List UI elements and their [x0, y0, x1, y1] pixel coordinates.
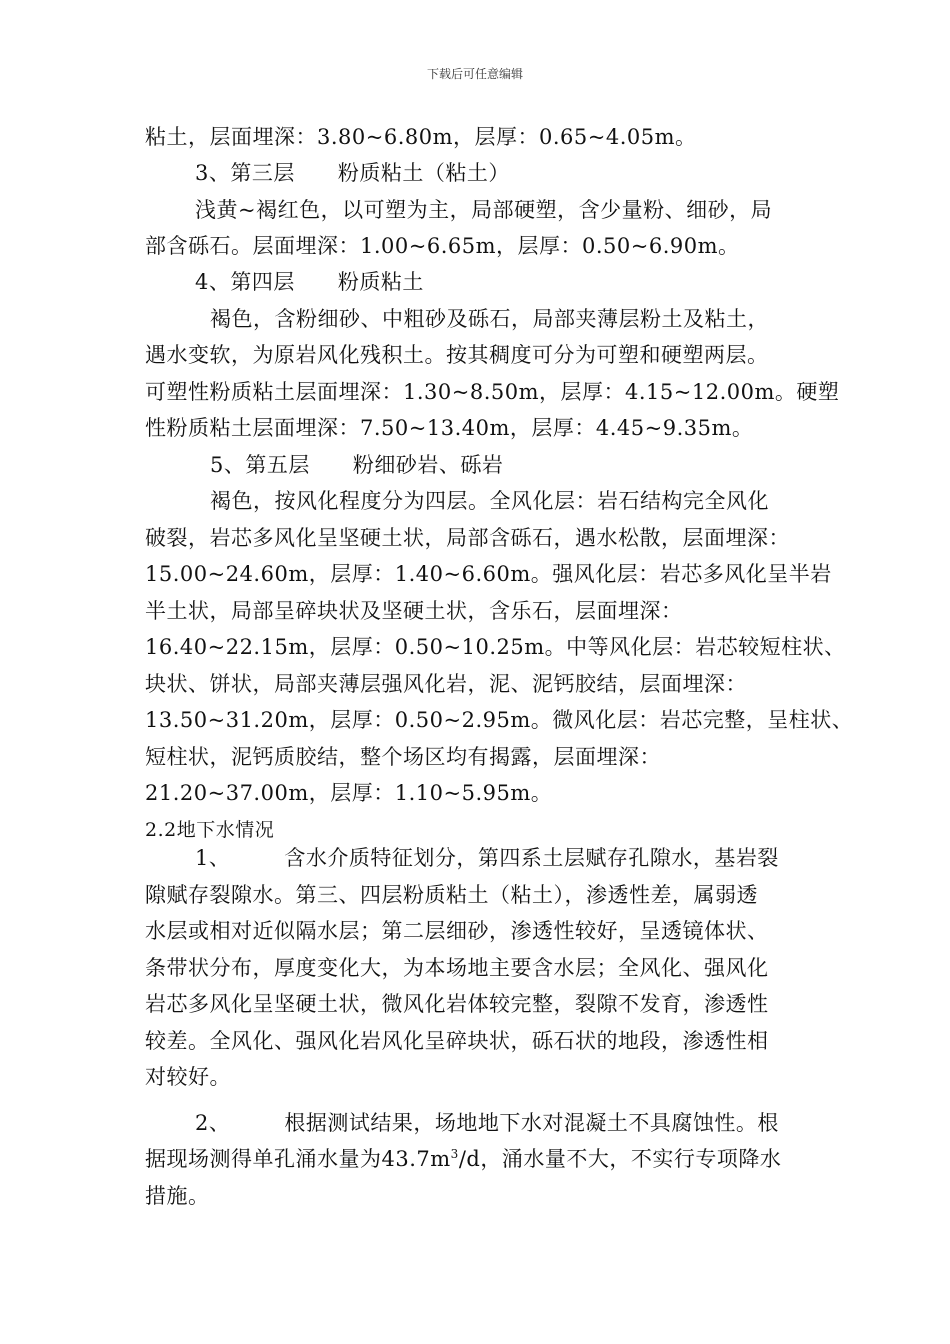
- body-line: 15.00~24.60m，层厚：1.40~6.60m。强风化层：岩芯多风化呈半岩: [145, 562, 832, 586]
- body-line: 16.40~22.15m，层厚：0.50~10.25m。中等风化层：岩芯较短柱状、: [145, 635, 846, 659]
- body-line: 岩芯多风化呈坚硬土状，微风化岩体较完整，裂隙不发育，渗透性: [145, 992, 769, 1016]
- body-line: 褐色，含粉细砂、中粗砂及砾石，局部夹薄层粉土及粘土，: [210, 307, 769, 331]
- section-heading: 4、第四层 粉质粘土: [195, 270, 424, 294]
- body-line: 1、 含水介质特征划分，第四系土层赋存孔隙水，基岩裂: [195, 846, 779, 870]
- body-line: 粘土，层面埋深：3.80~6.80m，层厚：0.65~4.05m。: [145, 125, 697, 149]
- section-heading: 2.2地下水情况: [145, 819, 275, 841]
- body-line: 条带状分布，厚度变化大，为本场地主要含水层；全风化、强风化: [145, 956, 769, 980]
- body-text: /d，涌水量不大，不实行专项降水: [458, 1147, 782, 1171]
- body-line: 2、 根据测试结果，场地地下水对混凝土不具腐蚀性。根: [195, 1111, 779, 1135]
- body-line: 褐色，按风化程度分为四层。全风化层：岩石结构完全风化: [210, 489, 769, 513]
- body-line: 措施。: [145, 1184, 210, 1208]
- body-line: [145, 1144, 781, 1174]
- body-line: 部含砾石。层面埋深：1.00~6.65m，层厚：0.50~6.90m。: [145, 234, 740, 258]
- body-line: 13.50~31.20m，层厚：0.50~2.95m。微风化层：岩芯完整，呈柱状、: [145, 708, 854, 732]
- section-heading: 5、第五层 粉细砂岩、砾岩: [210, 453, 504, 477]
- body-line: 对较好。: [145, 1065, 231, 1089]
- page-header: 下载后可任意编辑: [426, 67, 523, 81]
- body-line: 破裂，岩芯多风化呈坚硬土状，局部含砾石，遇水松散，层面埋深：: [145, 526, 790, 550]
- body-text: 据现场测得单孔涌水量为43.7m: [145, 1147, 451, 1171]
- superscript: 3: [450, 1147, 459, 1161]
- body-line: 短柱状，泥钙质胶结，整个场区均有揭露，层面埋深：: [145, 745, 661, 769]
- body-line: 水层或相对近似隔水层；第二层细砂，渗透性较好，呈透镜体状、: [145, 919, 769, 943]
- body-line: 21.20~37.00m，层厚：1.10~5.95m。: [145, 781, 553, 805]
- body-line: 浅黄~褐红色，以可塑为主，局部硬塑，含少量粉、细砂，局: [195, 198, 773, 222]
- body-line: 隙赋存裂隙水。第三、四层粉质粘土（粘土），渗透性差，属弱透: [145, 883, 758, 907]
- body-line: 遇水变软，为原岩风化残积土。按其稠度可分为可塑和硬塑两层。: [145, 343, 769, 367]
- body-line: 块状、饼状，局部夹薄层强风化岩，泥、泥钙胶结，层面埋深：: [145, 672, 747, 696]
- body-line: 半土状，局部呈碎块状及坚硬土状，含乐石，层面埋深：: [145, 599, 683, 623]
- body-line: 性粉质粘土层面埋深：7.50~13.40m，层厚：4.45~9.35m。: [145, 416, 754, 440]
- section-heading: 3、第三层 粉质粘土（粘土）: [195, 161, 510, 185]
- body-line: 可塑性粉质粘土层面埋深：1.30~8.50m，层厚：4.15~12.00m。硬塑: [145, 380, 840, 404]
- body-line: 较差。全风化、强风化岩风化呈碎块状，砾石状的地段，渗透性相: [145, 1029, 769, 1053]
